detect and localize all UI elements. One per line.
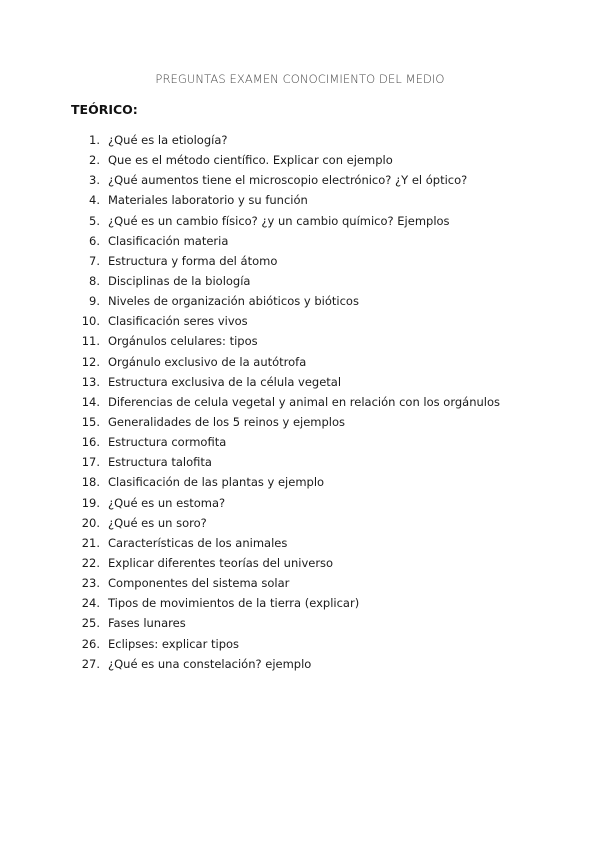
document-title: PREGUNTAS EXAMEN CONOCIMIENTO DEL MEDIO (155, 72, 445, 86)
question-number: 2. (89, 153, 100, 168)
list-item (0, 172, 600, 192)
section-heading: TEÓRICO: (71, 102, 138, 117)
list-item (0, 394, 600, 414)
list-item (0, 636, 600, 656)
list-item (0, 354, 600, 374)
list-item (0, 233, 600, 253)
list-item (0, 253, 600, 273)
question-number: 25. (81, 616, 100, 631)
question-text: Niveles de organización abióticos y bióticos (108, 294, 359, 309)
question-text: Generalidades de los 5 reinos y ejemplos (108, 414, 346, 429)
question-text: Orgánulos celulares: tipos (108, 334, 258, 349)
list-item (0, 535, 600, 555)
list-item (0, 152, 600, 172)
question-text: Tipos de movimientos de la tierra (explicar) (108, 596, 360, 611)
question-number: 21. (81, 535, 100, 550)
list-item (0, 474, 600, 494)
question-number: 11. (81, 334, 100, 349)
question-number: 16. (81, 435, 100, 450)
question-text: Estructura exclusiva de la célula vegetal (108, 374, 342, 389)
question-text: ¿Qué es la etiología? (108, 133, 228, 147)
question-number: 24. (81, 596, 100, 611)
question-text: Eclipses: explicar tipos (108, 636, 240, 651)
question-number: 12. (81, 354, 100, 369)
list-item (0, 454, 600, 474)
question-text: Estructura cormofita (108, 435, 227, 450)
question-number: 23. (81, 576, 100, 591)
question-text: ¿Qué es un soro? (108, 515, 207, 530)
question-text: ¿Qué es un estoma? (108, 495, 226, 510)
question-list (0, 132, 600, 676)
question-text: Materiales laboratorio y su función (108, 193, 308, 208)
question-text: Componentes del sistema solar (108, 576, 290, 591)
question-text: Estructura y forma del átomo (108, 253, 278, 268)
list-item (0, 555, 600, 575)
question-text: Disciplinas de la biología (108, 273, 251, 288)
question-text: Clasificación de las plantas y ejemplo (108, 475, 325, 490)
question-number: 10. (81, 314, 100, 329)
list-item (0, 273, 600, 293)
list-item (0, 595, 600, 615)
question-text: ¿Qué es un cambio físico? ¿y un cambio químico? Ejemplos (108, 213, 450, 228)
list-item (0, 434, 600, 454)
question-number: 27. (81, 656, 100, 671)
question-number: 14. (81, 394, 100, 409)
question-number: 19. (81, 495, 100, 510)
question-text: Clasificación seres vivos (108, 314, 248, 329)
question-text: Diferencias de celula vegetal y animal en relación con los orgánulos (108, 394, 500, 409)
question-text: Orgánulo exclusivo de la autótrofa (108, 354, 307, 369)
list-item (0, 192, 600, 212)
question-text: ¿Qué aumentos tiene el microscopio electrónico? ¿Y el óptico? (108, 173, 468, 188)
question-number: 7. (89, 253, 100, 268)
list-item (0, 575, 600, 595)
question-text: Explicar diferentes teorías del universo (108, 555, 334, 570)
list-item (0, 374, 600, 394)
question-number: 26. (81, 636, 100, 651)
list-item (0, 495, 600, 515)
question-number: 20. (81, 515, 100, 530)
question-number: 3. (89, 173, 100, 188)
question-text: Que es el método científico. Explicar con ejemplo (108, 153, 393, 168)
question-number: 4. (89, 193, 100, 208)
question-number: 1. (89, 133, 100, 147)
list-item (0, 132, 600, 152)
question-text: Características de los animales (108, 535, 288, 550)
question-number: 13. (81, 374, 100, 389)
list-item (0, 313, 600, 333)
question-text: Clasificación materia (108, 233, 229, 248)
question-number: 8. (89, 273, 100, 288)
list-item (0, 333, 600, 353)
list-item (0, 656, 600, 676)
question-number: 17. (81, 455, 100, 470)
list-item (0, 615, 600, 635)
question-number: 6. (89, 233, 100, 248)
list-item (0, 414, 600, 434)
question-text: Fases lunares (108, 616, 186, 631)
question-text: Estructura talofita (108, 455, 212, 470)
question-number: 22. (81, 555, 100, 570)
question-number: 9. (89, 294, 100, 309)
question-number: 5. (89, 213, 100, 228)
list-item (0, 293, 600, 313)
question-number: 18. (81, 475, 100, 490)
question-number: 15. (81, 414, 100, 429)
question-text: ¿Qué es una constelación? ejemplo (108, 656, 312, 671)
list-item (0, 213, 600, 233)
list-item (0, 515, 600, 535)
